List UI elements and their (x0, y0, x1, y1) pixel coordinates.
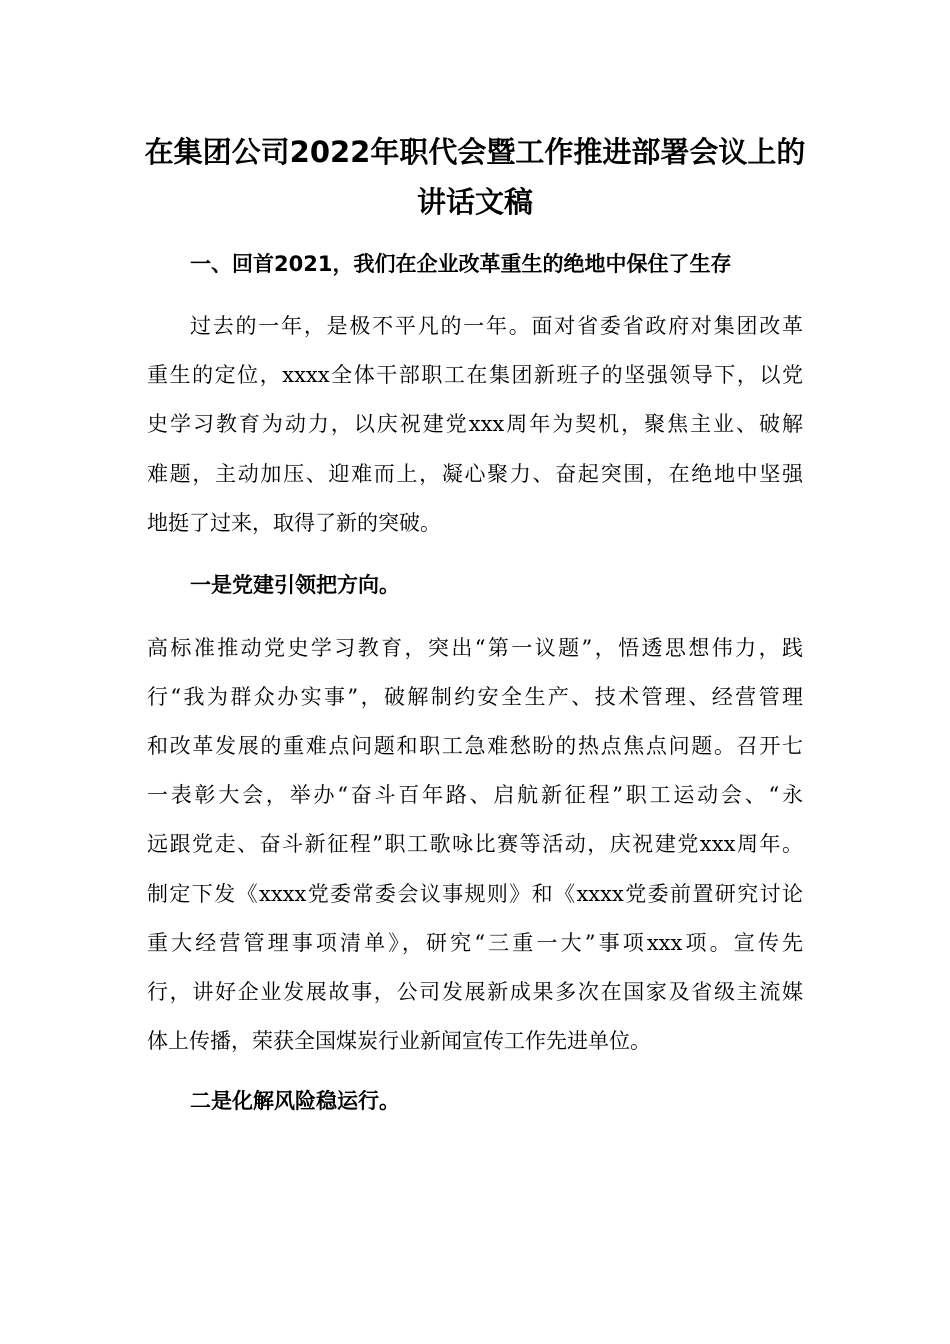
subheading-risk-resolution: 二是化解风险稳运行。 (190, 1089, 400, 1113)
body-paragraph-line: 重大经营管理事项清单》，研究“三重一大”事项xxx项。宣传先 (147, 931, 803, 955)
body-paragraph-line: 高标准推动党史学习教育，突出“第一议题”，悟透思想伟力，践 (147, 636, 803, 660)
body-paragraph-line: 体上传播，荣获全国煤炭行业新闻宣传工作先进单位。 (147, 1029, 651, 1053)
intro-paragraph-line: 难题，主动加压、迎难而上，凝心聚力、奋起突围，在绝地中坚强 (147, 462, 803, 486)
document-title-line-1: 在集团公司2022年职代会暨工作推进部署会议上的 (144, 135, 806, 169)
intro-paragraph-line: 重生的定位，xxxx全体干部职工在集团新班子的坚强领导下，以党 (147, 363, 803, 387)
intro-paragraph-line: 史学习教育为动力，以庆祝建党xxx周年为契机，聚焦主业、破解 (147, 412, 803, 436)
intro-paragraph-line: 过去的一年，是极不平凡的一年。面对省委省政府对集团改革 (190, 314, 803, 338)
intro-paragraph-line: 地挺了过来，取得了新的突破。 (147, 511, 441, 535)
body-paragraph-line: 行“我为群众办实事”，破解制约安全生产、技术管理、经营管理 (147, 685, 803, 709)
body-paragraph-line: 行，讲好企业发展故事，公司发展新成果多次在国家及省级主流媒 (147, 980, 803, 1004)
body-paragraph-line: 制定下发《xxxx党委常委会议事规则》和《xxxx党委前置研究讨论 (147, 882, 803, 906)
body-paragraph-line: 远跟党走、奋斗新征程”职工歌咏比赛等活动，庆祝建党xxx周年。 (147, 832, 803, 856)
section-heading: 一、回首2021，我们在企业改革重生的绝地中保住了生存 (190, 252, 732, 276)
body-paragraph-line: 和改革发展的重难点问题和职工急难愁盼的热点焦点问题。召开七 (147, 734, 803, 758)
document-title-line-2: 讲话文稿 (416, 185, 533, 219)
body-paragraph-line: 一表彰大会，举办“奋斗百年路、启航新征程”职工运动会、“永 (147, 783, 803, 807)
subheading-party-building: 一是党建引领把方向。 (190, 573, 400, 597)
